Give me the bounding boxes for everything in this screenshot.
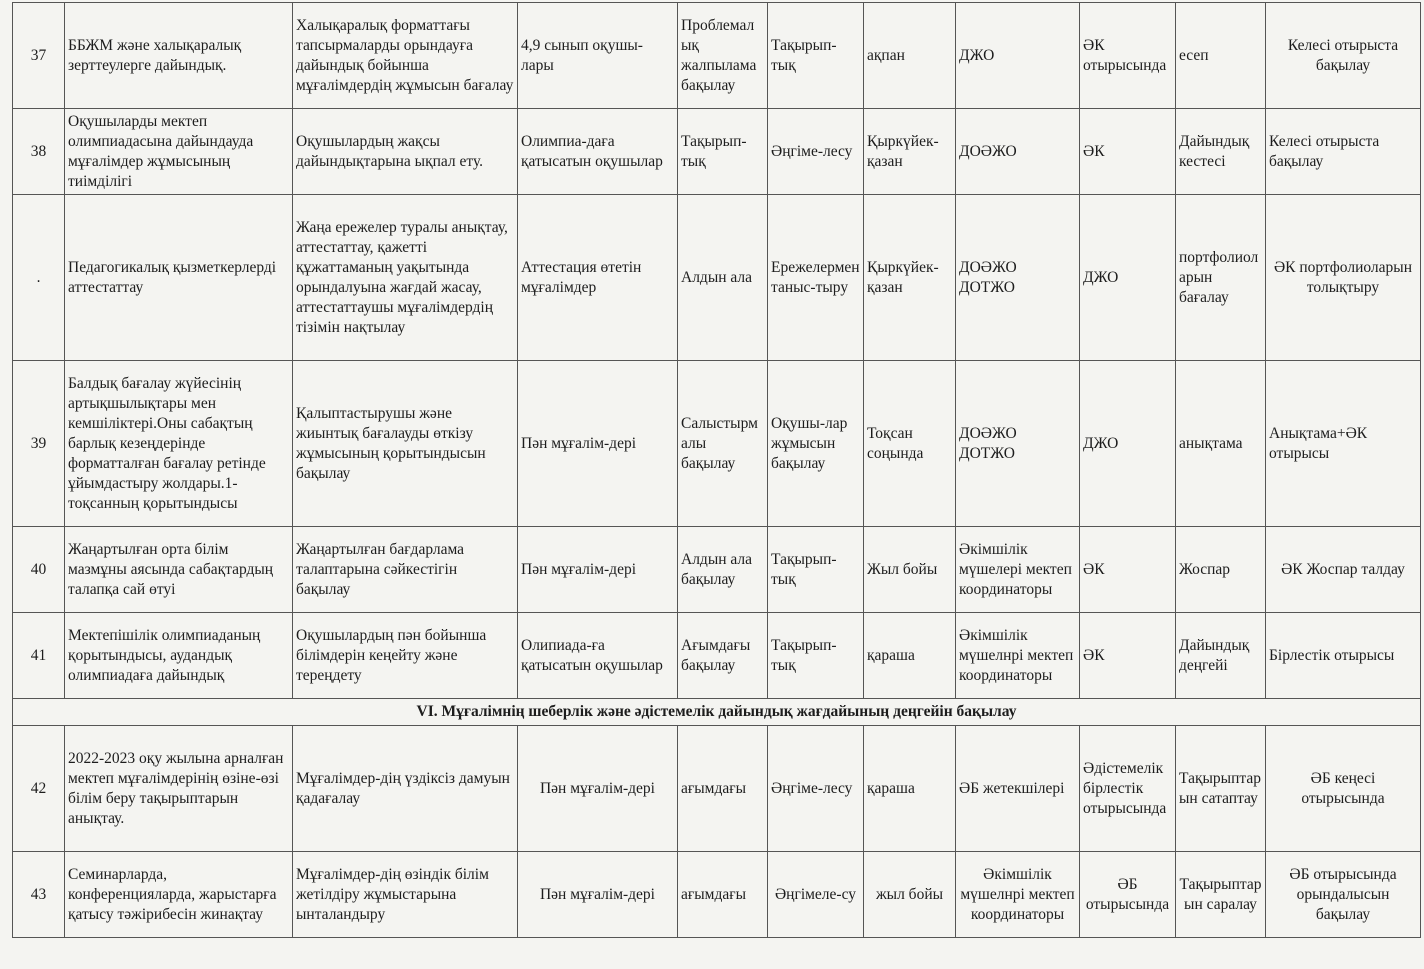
- control-responsible: Әкімшілік мүшелері мектеп координаторы: [956, 527, 1080, 613]
- control-object: Пән мұғалім-дері: [518, 361, 678, 527]
- control-time: Тоқсан соңында: [864, 361, 956, 527]
- control-review: ӘК: [1080, 109, 1176, 195]
- control-object: Пән мұғалім-дері: [518, 527, 678, 613]
- control-topic: Мектепішілік олимпиаданың қорытындысы, аудандық олимпиадаға дайындық: [65, 613, 293, 699]
- control-result: Тақырыптарын сатаптау: [1176, 726, 1266, 852]
- control-time: ақпан: [864, 3, 956, 109]
- control-decision: ӘБ отырысында орындалысын бақылау: [1266, 852, 1421, 938]
- control-time: Қыркүйек-қазан: [864, 195, 956, 361]
- control-goal: Жаңа ережелер туралы анықтау, аттестаттау, қажетті құжаттаманың уақытында орындалуына жағдай жасау, аттестаттаушы мұғалімдердің тізімін нақтылау: [293, 195, 518, 361]
- table-row: [13, 726, 1421, 852]
- control-result: есеп: [1176, 3, 1266, 109]
- table-row: [13, 527, 1421, 613]
- control-method: Әңгіме-лесу: [768, 726, 864, 852]
- control-result: портфолиоларын бағалау: [1176, 195, 1266, 361]
- control-decision: Келесі отырыста бақылау: [1266, 3, 1421, 109]
- control-responsible: ӘБ жетекшілері: [956, 726, 1080, 852]
- control-review: ДЖО: [1080, 361, 1176, 527]
- control-goal: Жаңартылған бағдарлама талаптарына сәйкестігін бақылау: [293, 527, 518, 613]
- control-time: жыл бойы: [864, 852, 956, 938]
- control-method: Әңгіме-лесу: [768, 109, 864, 195]
- control-review: ДЖО: [1080, 195, 1176, 361]
- control-type: Алдын ала бақылау: [678, 527, 768, 613]
- control-goal: Қалыптастырушы және жиынтық бағалауды өткізу жұмысының қорытындысын бақылау: [293, 361, 518, 527]
- control-decision: Келесі отырыста бақылау: [1266, 109, 1421, 195]
- control-method: Оқушы-лар жұмысын бақылау: [768, 361, 864, 527]
- row-number: 43: [13, 852, 65, 938]
- control-goal: Мұғалімдер-дің өзіндік білім жетілдіру жұмыстарына ынталандыру: [293, 852, 518, 938]
- control-type: Алдын ала: [678, 195, 768, 361]
- control-time: Жыл бойы: [864, 527, 956, 613]
- control-goal: Халықаралық форматтағы тапсырмаларды орындауға дайындық бойынша мұғалімдердің жұмысын бағалау: [293, 3, 518, 109]
- table-row: [13, 195, 1421, 361]
- control-type: Тақырып-тық: [678, 109, 768, 195]
- control-decision: ӘК портфолиоларын толықтыру: [1266, 195, 1421, 361]
- control-method: Тақырып-тық: [768, 3, 864, 109]
- control-type: Салыстырмалы бақылау: [678, 361, 768, 527]
- control-type: ағымдағы: [678, 726, 768, 852]
- control-review: ӘК отырысында: [1080, 3, 1176, 109]
- control-topic: Педагогикалық қызметкерлерді аттестаттау: [65, 195, 293, 361]
- control-result: анықтама: [1176, 361, 1266, 527]
- row-number: 37: [13, 3, 65, 109]
- control-object: Аттестация өтетін мұғалімдер: [518, 195, 678, 361]
- control-responsible: ДЖО: [956, 3, 1080, 109]
- control-result: Дайындық деңгейі: [1176, 613, 1266, 699]
- control-responsible: ДОӘЖО ДОТЖО: [956, 361, 1080, 527]
- control-decision: ӘК Жоспар талдау: [1266, 527, 1421, 613]
- control-type: Ағымдағы бақылау: [678, 613, 768, 699]
- control-object: Пән мұғалім-дері: [518, 852, 678, 938]
- control-review: ӘК: [1080, 527, 1176, 613]
- control-responsible: Әкімшілік мүшелнрі мектеп координаторы: [956, 852, 1080, 938]
- table-row: [13, 613, 1421, 699]
- control-method: Ережелермен таныс-тыру: [768, 195, 864, 361]
- section-title: VI. Мұғалімнің шеберлік және әдістемелік дайындық жағдайының деңгейін бақылау: [13, 699, 1421, 726]
- control-topic: Балдық бағалау жүйесінің артықшылықтары мен кемшіліктері.Оны сабақтың барлық кезеңдерінде форматталған бағалау ретінде ұйымдастыру жолдары.1-тоқсанның қорытындысы: [65, 361, 293, 527]
- table-row: [13, 3, 1421, 109]
- control-decision: Бірлестік отырысы: [1266, 613, 1421, 699]
- control-result: Тақырыптарын саралау: [1176, 852, 1266, 938]
- control-review: ӘБ отырысында: [1080, 852, 1176, 938]
- row-number: 39: [13, 361, 65, 527]
- row-number: 40: [13, 527, 65, 613]
- control-topic: Семинарларда, конференцияларда, жарыстарға қатысу тәжірибесін жинақтау: [65, 852, 293, 938]
- control-decision: Анықтама+ӘК отырысы: [1266, 361, 1421, 527]
- control-goal: Мұғалімдер-дің үздіксіз дамуын қадағалау: [293, 726, 518, 852]
- control-topic: Оқушыларды мектеп олимпиадасына дайындауда мұғалімдер жұмысының тиімділігі: [65, 109, 293, 195]
- row-number: .: [13, 195, 65, 361]
- table-row: [13, 361, 1421, 527]
- control-responsible: Әкімшілік мүшелнрі мектеп координаторы: [956, 613, 1080, 699]
- control-review: ӘК: [1080, 613, 1176, 699]
- row-number: 38: [13, 109, 65, 195]
- row-number: 42: [13, 726, 65, 852]
- control-time: қараша: [864, 613, 956, 699]
- row-number: 41: [13, 613, 65, 699]
- control-goal: Оқушылардың жақсы дайындықтарына ықпал ету.: [293, 109, 518, 195]
- control-responsible: ДОӘЖО ДОТЖО: [956, 195, 1080, 361]
- table-row: [13, 852, 1421, 938]
- control-topic: ББЖМ және халықаралық зерттеулерге дайындық.: [65, 3, 293, 109]
- control-time: Қыркүйек-қазан: [864, 109, 956, 195]
- control-object: 4,9 сынып оқушы-лары: [518, 3, 678, 109]
- control-goal: Оқушылардың пән бойынша білімдерін кеңейту және тереңдету: [293, 613, 518, 699]
- control-result: Дайындық кестесі: [1176, 109, 1266, 195]
- control-object: Пән мұғалім-дері: [518, 726, 678, 852]
- control-object: Олипиада-ға қатысатын оқушылар: [518, 613, 678, 699]
- section-heading-row: [13, 699, 1421, 726]
- control-method: Тақырып-тық: [768, 613, 864, 699]
- control-method: Әңгімеле-су: [768, 852, 864, 938]
- control-method: Тақырып-тық: [768, 527, 864, 613]
- control-plan-table: [12, 2, 1421, 938]
- control-type: Проблемалық жалпылама бақылау: [678, 3, 768, 109]
- control-topic: 2022-2023 оқу жылына арналған мектеп мұғалімдерінің өзіне-өзі білім беру тақырыптарын анықтау.: [65, 726, 293, 852]
- control-object: Олимпиа-даға қатысатын оқушылар: [518, 109, 678, 195]
- table-row: [13, 109, 1421, 195]
- control-review: Әдістемелік бірлестік отырысында: [1080, 726, 1176, 852]
- control-decision: ӘБ кеңесі отырысында: [1266, 726, 1421, 852]
- control-responsible: ДОӘЖО: [956, 109, 1080, 195]
- control-result: Жоспар: [1176, 527, 1266, 613]
- control-topic: Жаңартылған орта білім мазмұны аясында сабақтардың талапқа сай өтуі: [65, 527, 293, 613]
- control-time: қараша: [864, 726, 956, 852]
- control-type: ағымдағы: [678, 852, 768, 938]
